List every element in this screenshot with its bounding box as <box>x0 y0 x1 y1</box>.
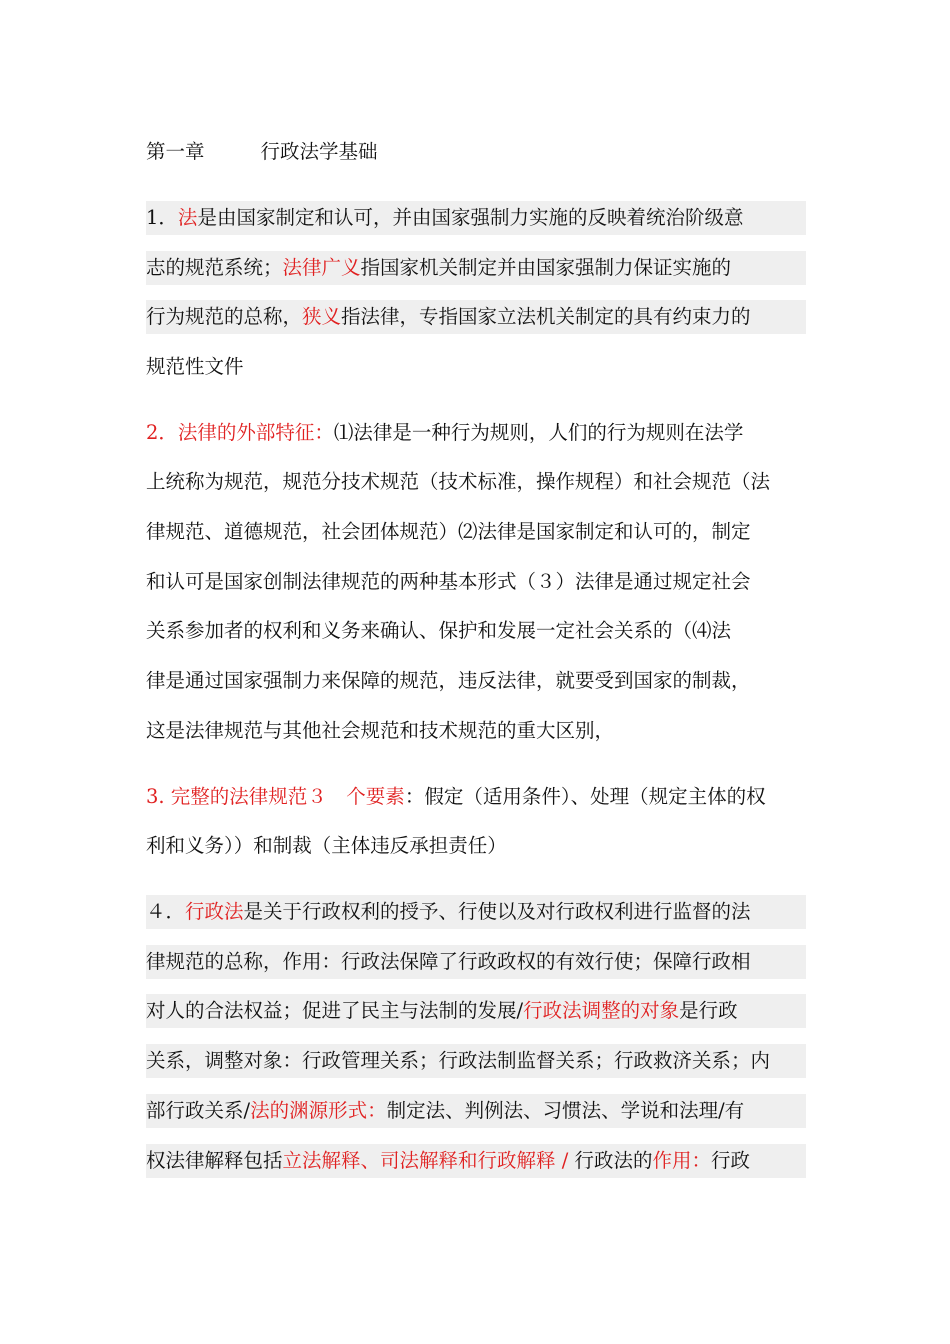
term-administrative-law: 行政法 <box>185 900 244 923</box>
p4-line-2: 律规范的总称，作用：行政法保障了行政政权的有效行使；保障行政相 <box>146 945 806 979</box>
term-function: 作用： <box>652 1149 712 1172</box>
p3-line-2: 利和义务））和制裁（主体违反承担责任） <box>146 834 507 857</box>
p1-line-3: 行为规范的总称，狭义指法律，专指国家立法机关制定的具有约束力的 <box>146 300 806 334</box>
p4-line-3: 对人的合法权益；促进了民主与法制的发展/行政法调整的对象是行政 <box>146 994 806 1028</box>
p2-line-3: 律规范、道德规范，社会团体规范）⑵法律是国家制定和认可的，制定 <box>146 520 751 543</box>
term-source-forms: 法的渊源形式： <box>250 1099 387 1122</box>
p3-line-1: 3. 完整的法律规范３ 个要素：假定（适用条件）、处理（规定主体的权 <box>146 785 766 808</box>
p4-line-6: 权法律解释包括立法解释、司法解释和行政解释 / 行政法的作用：行政 <box>146 1144 806 1178</box>
p1-line-1: 1．法是由国家制定和认可，并由国家强制力实施的反映着统治阶级意 <box>146 201 806 235</box>
p2-line-7: 这是法律规范与其他社会规范和技术规范的重大区别， <box>146 719 615 742</box>
term-adjustment-object: 行政法调整的对象 <box>523 999 680 1022</box>
term-interpretation-types: 立法解释、司法解释和行政解释 / <box>282 1149 575 1172</box>
p2-line-6: 律是通过国家强制力来保障的规范，违反法律，就要受到国家的制裁， <box>146 669 751 692</box>
term-narrow: 狭义 <box>302 305 342 328</box>
chapter-name: 行政法学基础 <box>260 140 378 163</box>
p2-line-2: 上统称为规范，规范分技术规范（技术标准，操作规程）和社会规范（法 <box>146 470 771 493</box>
p4-line-4: 关系，调整对象：行政管理关系；行政法制监督关系；行政救济关系；内 <box>146 1044 806 1078</box>
p4-line-5: 部行政关系/法的渊源形式：制定法、判例法、习惯法、学说和法理/有 <box>146 1094 806 1128</box>
p1-line-4: 规范性文件 <box>146 355 244 378</box>
p2-line-4: 和认可是国家创制法律规范的两种基本形式（３）法律是通过规定社会 <box>146 570 751 593</box>
section-2-heading: 2．法律的外部特征： <box>146 421 334 444</box>
chapter-heading <box>146 135 378 169</box>
p2-line-1: 2．法律的外部特征：⑴法律是一种行为规则，人们的行为规则在法学 <box>146 421 744 444</box>
term-broad: 法律广义 <box>282 256 361 279</box>
p2-line-5: 关系参加者的权利和义务来确认、保护和发展一定社会关系的（⑷法 <box>146 619 732 642</box>
term-law: 法 <box>177 206 198 229</box>
section-3-heading: 3. 完整的法律规范３ 个要素 <box>146 785 405 808</box>
p4-line-1: ４．行政法是关于行政权利的授予、行使以及对行政权利进行监督的法 <box>146 895 806 929</box>
p1-line-2: 志的规范系统；法律广义指国家机关制定并由国家强制力保证实施的 <box>146 251 806 285</box>
chapter-number: 第一章 <box>146 140 205 163</box>
